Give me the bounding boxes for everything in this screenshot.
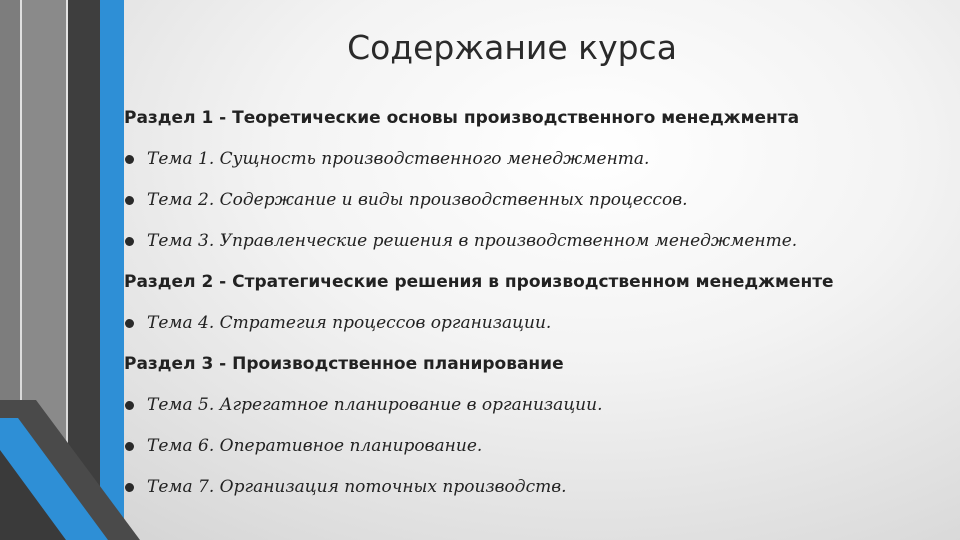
topic-label: Тема 4. Стратегия процессов организации.: [147, 313, 552, 333]
topic-item: [124, 467, 924, 508]
section-2-heading: Раздел 2 - Стратегические решения в производственном менеджменте: [124, 272, 834, 292]
bullet-icon: [125, 155, 134, 164]
bullet-icon: [125, 237, 134, 246]
topic-item: [124, 303, 924, 344]
course-outline: [124, 98, 924, 508]
section-3-heading: Раздел 3 - Производственное планирование: [124, 354, 564, 374]
bullet-icon: [125, 401, 134, 410]
decorative-stripes: [0, 0, 140, 540]
topic-item: [124, 426, 924, 467]
topic-label: Тема 1. Сущность производственного менеджмента.: [147, 149, 650, 169]
section-1-heading: Раздел 1 - Теоретические основы производственного менеджмента: [124, 108, 800, 128]
topic-label: Тема 7. Организация поточных производств.: [147, 477, 567, 497]
bullet-icon: [125, 483, 134, 492]
topic-item: [124, 139, 924, 180]
topic-label: Тема 2. Содержание и виды производственных процессов.: [147, 190, 688, 210]
topic-label: Тема 6. Оперативное планирование.: [147, 436, 483, 456]
topic-label: Тема 5. Агрегатное планирование в организации.: [147, 395, 603, 415]
slide-title: Содержание курса: [347, 28, 677, 67]
topic-item: [124, 180, 924, 221]
bullet-icon: [125, 319, 134, 328]
topic-label: Тема 3. Управленческие решения в производственном менеджменте.: [147, 231, 798, 251]
topic-item: [124, 385, 924, 426]
bullet-icon: [125, 442, 134, 451]
topic-item: [124, 221, 924, 262]
bullet-icon: [125, 196, 134, 205]
